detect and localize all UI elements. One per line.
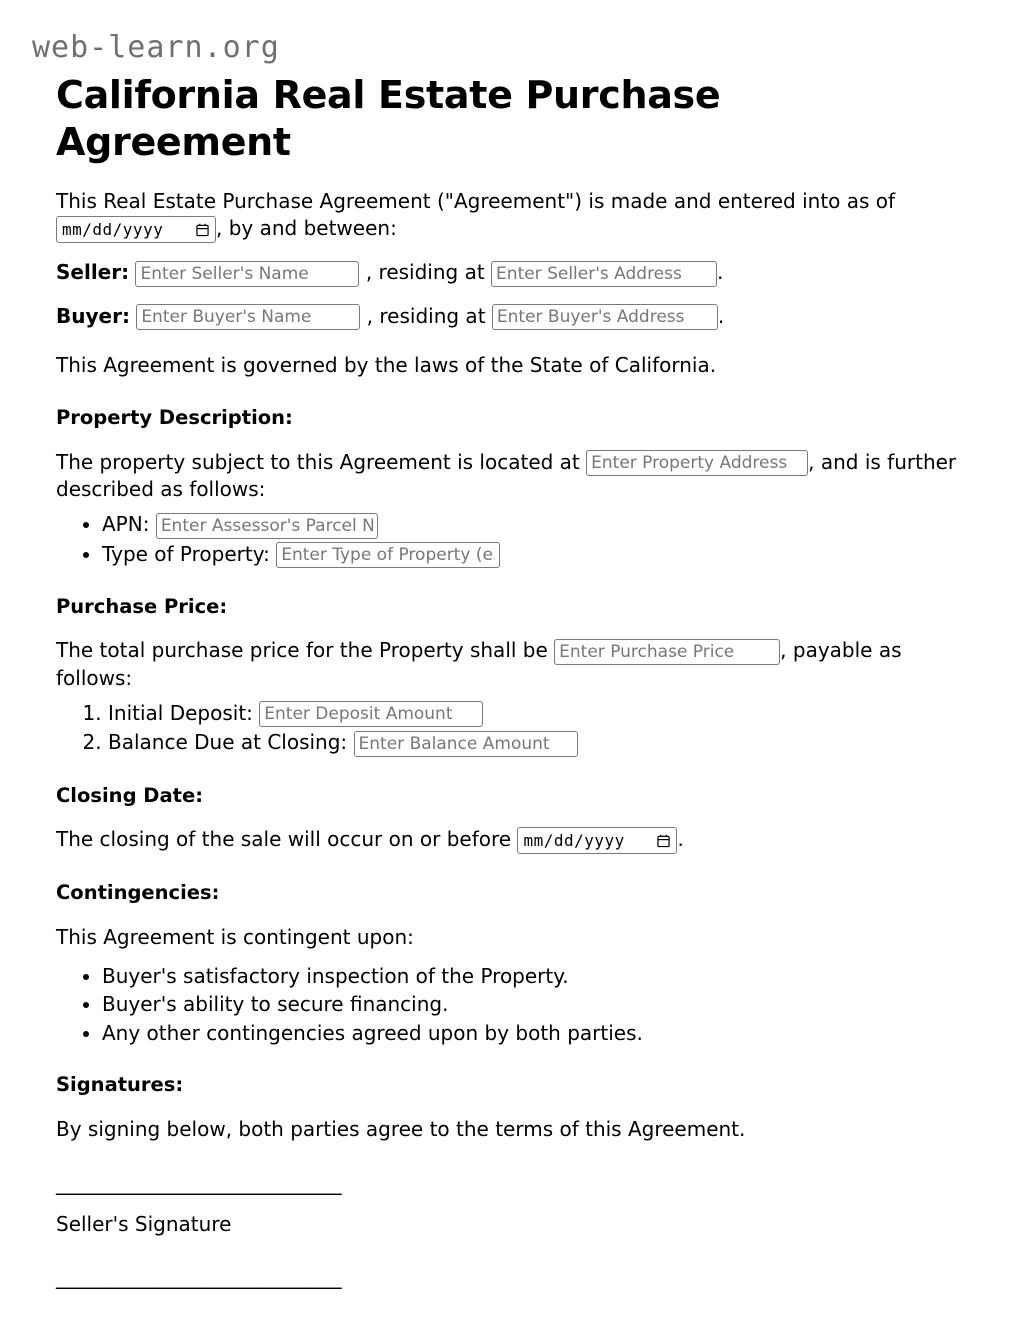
- contingencies-intro: This Agreement is contingent upon:: [56, 924, 414, 949]
- buyer-residing-text: , residing at: [366, 303, 486, 328]
- agreement-date-placeholder: mm/dd/yyyy: [62, 219, 164, 239]
- intro-text-after-date: , by and between:: [216, 216, 397, 241]
- governing-law-paragraph: This Agreement is governed by the laws of the State of California.: [56, 353, 717, 378]
- initial-deposit-input[interactable]: [259, 701, 483, 727]
- balance-due-input[interactable]: [354, 731, 578, 757]
- property-description-heading: Property Description:: [56, 406, 293, 430]
- calendar-icon[interactable]: [196, 223, 209, 237]
- agreement-date-input[interactable]: [56, 216, 216, 243]
- site-watermark: web-learn.org: [32, 30, 280, 65]
- apn-input[interactable]: [156, 513, 378, 539]
- property-address-input[interactable]: [586, 450, 808, 476]
- closing-text-before-input: The closing of the sale will occur on or before: [56, 827, 512, 852]
- list-item: [108, 700, 968, 728]
- list-item: [108, 729, 968, 757]
- buyer-signature-rule: ______________________________: [56, 1264, 341, 1289]
- calendar-icon[interactable]: [657, 834, 670, 848]
- contingencies-heading: Contingencies:: [56, 881, 220, 905]
- seller-name-input[interactable]: [135, 261, 359, 287]
- seller-row: [56, 259, 968, 287]
- property-detail-list: [56, 511, 968, 568]
- seller-address-input[interactable]: [491, 261, 717, 287]
- price-text-after-input: , payable as follows:: [56, 638, 902, 690]
- seller-signature-rule: ______________________________: [56, 1170, 341, 1195]
- property-text-before-input: The property subject to this Agreement is located at: [56, 449, 580, 474]
- closing-date-input[interactable]: [517, 827, 677, 854]
- purchase-price-paragraph: [56, 637, 968, 692]
- buyer-row: [56, 303, 968, 331]
- seller-label: Seller:: [56, 260, 130, 285]
- list-item: • Any other contingencies agreed upon by both parties.: [102, 1020, 968, 1047]
- seller-signature-label: Seller's Signature: [56, 1211, 232, 1236]
- contingencies-list: [56, 963, 968, 1047]
- closing-date-placeholder: mm/dd/yyyy: [523, 830, 625, 850]
- signatures-heading: Signatures:: [56, 1073, 184, 1097]
- apn-label: APN:: [102, 512, 150, 537]
- closing-date-heading: Closing Date:: [56, 783, 204, 807]
- buyer-period: .: [717, 303, 725, 328]
- price-text-before-input: The total purchase price for the Property shall be: [56, 638, 548, 663]
- closing-date-paragraph: [56, 826, 968, 854]
- seller-residing-text: , residing at: [365, 260, 485, 285]
- list-item: • Buyer's ability to secure financing.: [102, 991, 968, 1018]
- seller-period: .: [717, 260, 724, 285]
- agreement-document: [56, 72, 968, 1305]
- purchase-price-input[interactable]: [554, 639, 780, 665]
- initial-deposit-label: Initial Deposit:: [108, 700, 253, 725]
- intro-text-before-date: This Real Estate Purchase Agreement ("Agreement") is made and entered into as of: [56, 189, 896, 214]
- intro-paragraph: [56, 188, 968, 243]
- buyer-name-input[interactable]: [136, 304, 360, 330]
- buyer-address-input[interactable]: [492, 304, 718, 330]
- property-text-after-input: , and is further described as follows:: [56, 449, 957, 502]
- list-item: [102, 511, 968, 539]
- list-item: [102, 541, 968, 569]
- balance-due-label: Balance Due at Closing:: [108, 730, 348, 755]
- closing-text-after-input: .: [677, 827, 684, 852]
- property-type-input[interactable]: [276, 542, 500, 568]
- buyer-label: Buyer:: [56, 303, 130, 328]
- list-item: • Buyer's satisfactory inspection of the Property.: [102, 963, 968, 990]
- signatures-intro: By signing below, both parties agree to the terms of this Agreement.: [56, 1116, 746, 1141]
- property-type-label: Type of Property:: [102, 541, 270, 566]
- page-title: California Real Estate Purchase Agreement: [56, 73, 721, 165]
- property-location-paragraph: [56, 449, 968, 504]
- purchase-price-heading: Purchase Price:: [56, 595, 228, 619]
- payment-schedule-list: [56, 700, 968, 757]
